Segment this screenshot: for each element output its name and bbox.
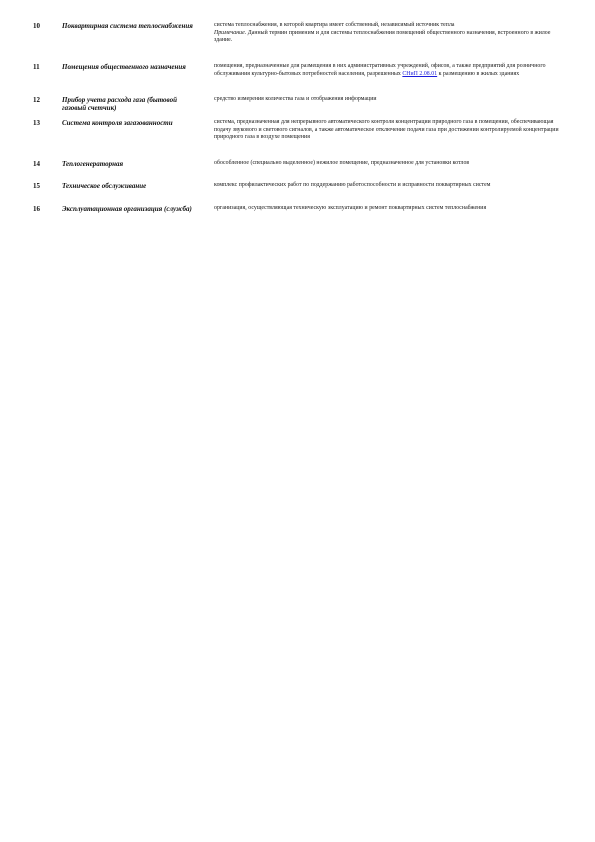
- term: Техническое обслуживание: [62, 182, 147, 190]
- snip-reference-link[interactable]: СНиП 2.08.01: [402, 70, 438, 77]
- definition-text: обособленное (специально выделенное) нежилое помещение, предназначенное для установки котлов: [214, 160, 470, 166]
- row-number: 16: [33, 205, 40, 213]
- definition-text-after: к размещению в жилых зданиях: [437, 70, 520, 77]
- term: Прибор учета расхода газа (бытовой газовый счетчик): [62, 96, 177, 112]
- term: Помещения общественного назначения: [62, 63, 186, 71]
- definition-text: комплекс профилактических работ по поддержанию работоспособности и исправности поквартирных систем: [214, 182, 491, 188]
- definition-text-before: помещения, предназначенные для размещения в них административных учреждений, офисов, а также предприятий для розничного обслуживания культурно-бытовых потребностей населения, разрешенных: [214, 63, 546, 77]
- definition-text: организация, осуществляющая техническую эксплуатацию и ремонт поквартирных систем теплоснабжения: [214, 205, 487, 211]
- definition-text: система, предназначенная для непрерывного автоматического контроля концентрации природного газа в помещении, обеспечивающая подачу звукового и светового сигналов, а также автоматическое отключение подачи газа при достижении контролируемой концентрации природного газа в воздухе помещения: [214, 119, 559, 141]
- definition-text: средство измерения количества газа и отображения информации: [214, 96, 377, 102]
- row-number: 10: [33, 22, 40, 30]
- definition-note: [214, 30, 569, 45]
- row-number: 11: [33, 63, 40, 71]
- definition-text: [214, 63, 569, 78]
- term: Поквартирная система теплоснабжения: [62, 22, 193, 30]
- definition: [214, 22, 569, 45]
- note-text: Данный термин применим и для системы теплоснабжения помещений общественного назначения, встроенного в жилое здание.: [214, 29, 551, 44]
- term: Система контроля загазованности: [62, 119, 173, 127]
- definition: [214, 205, 569, 213]
- term: Теплогенераторная: [62, 160, 124, 168]
- definition: [214, 119, 569, 142]
- definition: [214, 63, 569, 78]
- row-number: 14: [33, 160, 40, 168]
- term: Эксплуатационная организация (служба): [62, 205, 192, 213]
- definition-text: система теплоснабжения, в которой квартира имеет собственный, независимый источник тепла: [214, 22, 455, 28]
- row-number: 15: [33, 182, 40, 190]
- definition: [214, 160, 569, 168]
- row-number: 13: [33, 119, 40, 127]
- note-label: Примечание.: [214, 29, 247, 36]
- row-number: 12: [33, 96, 40, 104]
- definition: [214, 96, 569, 104]
- definition: [214, 182, 569, 190]
